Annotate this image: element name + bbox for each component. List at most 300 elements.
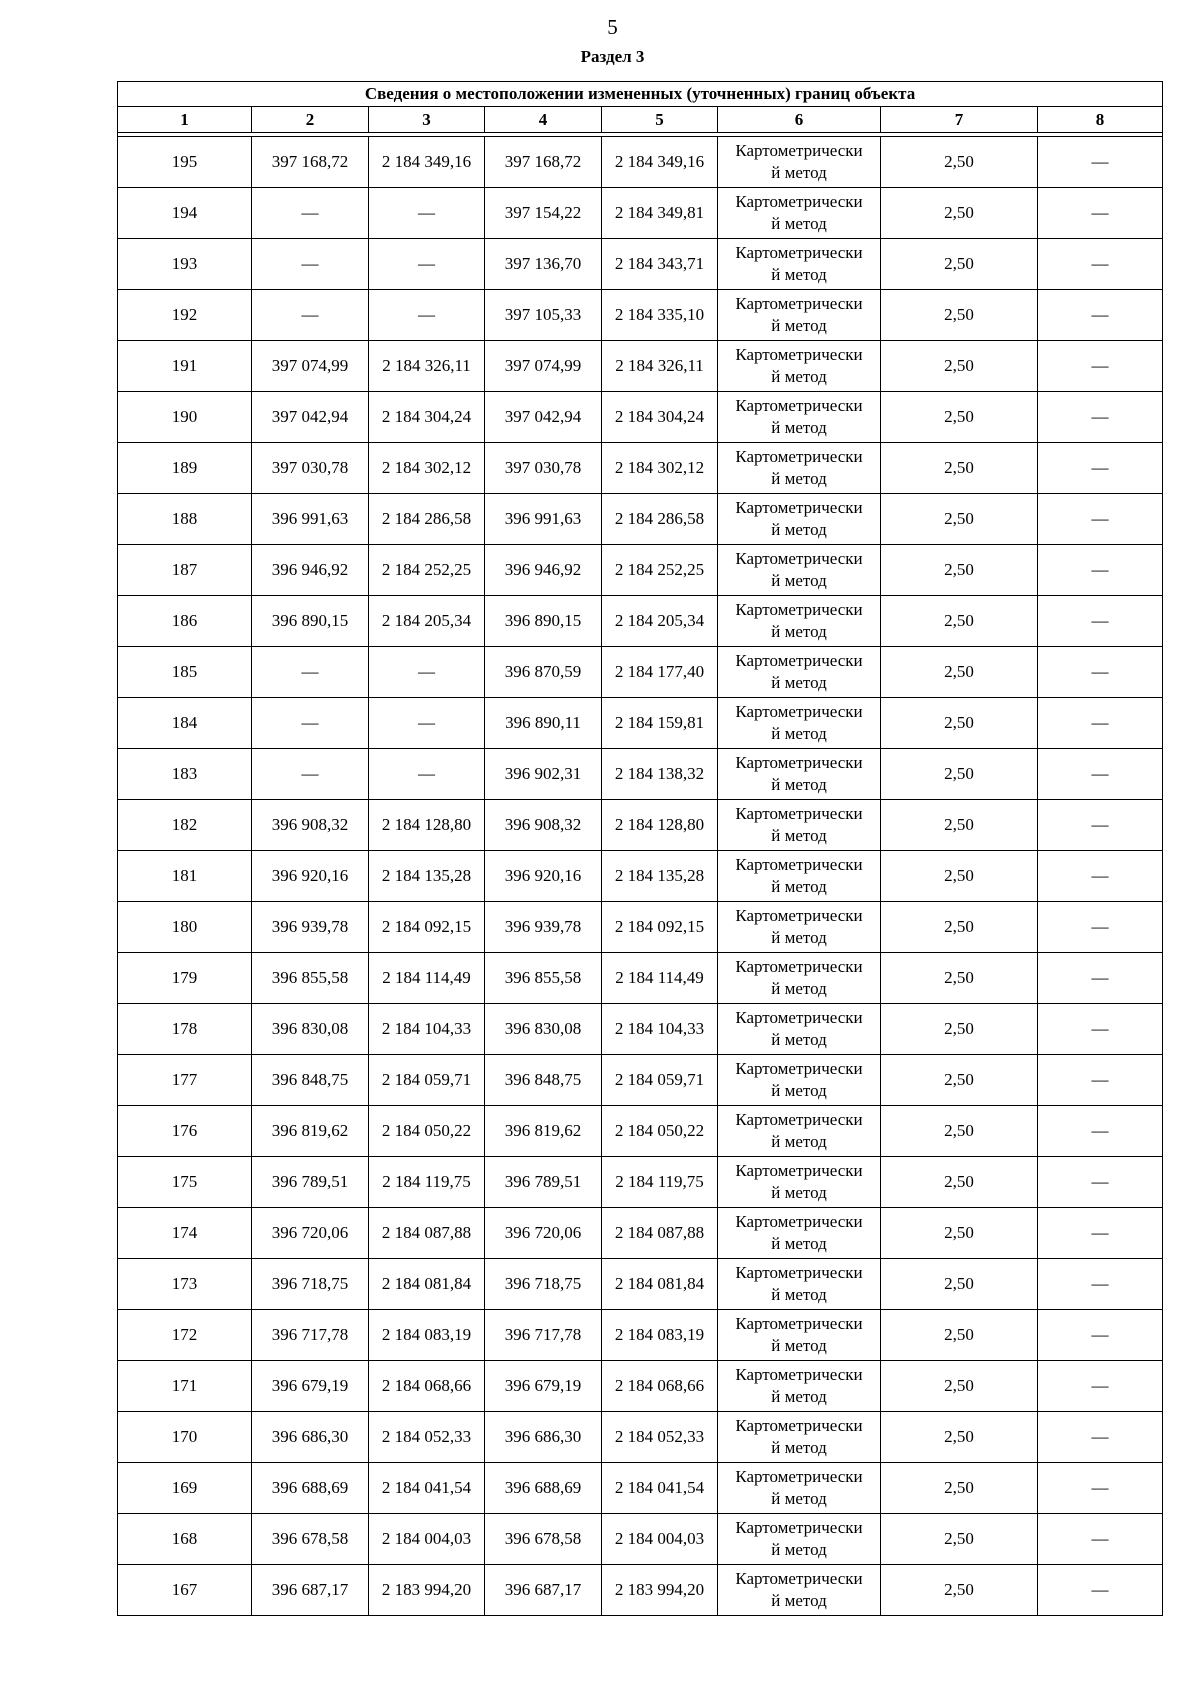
note-cell: —	[1038, 494, 1163, 545]
method-text-line: Картометрически	[735, 1059, 863, 1078]
column-number: 6	[718, 107, 881, 133]
point-number-cell: 177	[118, 1055, 252, 1106]
point-number-cell: 167	[118, 1565, 252, 1616]
table-body	[118, 137, 1163, 1616]
existing-y-cell: —	[369, 647, 485, 698]
column-number: 7	[881, 107, 1038, 133]
method-cell	[718, 800, 881, 851]
refined-y-cell: 2 184 041,54	[602, 1463, 718, 1514]
refined-y-cell: 2 184 326,11	[602, 341, 718, 392]
accuracy-cell: 2,50	[881, 545, 1038, 596]
refined-x-cell: 396 890,11	[485, 698, 602, 749]
method-text-line: Картометрически	[735, 855, 863, 874]
existing-x-cell: —	[252, 290, 369, 341]
method-text-line: Картометрически	[735, 1518, 863, 1537]
existing-y-cell: 2 184 304,24	[369, 392, 485, 443]
refined-y-cell: 2 184 135,28	[602, 851, 718, 902]
note-cell: —	[1038, 953, 1163, 1004]
accuracy-cell: 2,50	[881, 443, 1038, 494]
note-cell: —	[1038, 1361, 1163, 1412]
method-text-line: й метод	[771, 1438, 827, 1457]
existing-x-cell: 396 717,78	[252, 1310, 369, 1361]
table-row	[118, 647, 1163, 698]
refined-y-cell: 2 184 252,25	[602, 545, 718, 596]
existing-y-cell: 2 184 252,25	[369, 545, 485, 596]
note-cell: —	[1038, 596, 1163, 647]
table-row	[118, 1259, 1163, 1310]
method-text-line: Картометрически	[735, 1416, 863, 1435]
point-number-cell: 174	[118, 1208, 252, 1259]
table-row	[118, 494, 1163, 545]
method-text-line: й метод	[771, 1387, 827, 1406]
method-cell	[718, 188, 881, 239]
existing-x-cell: 397 042,94	[252, 392, 369, 443]
point-number-cell: 192	[118, 290, 252, 341]
accuracy-cell: 2,50	[881, 1463, 1038, 1514]
table-row	[118, 392, 1163, 443]
accuracy-cell: 2,50	[881, 1412, 1038, 1463]
point-number-cell: 175	[118, 1157, 252, 1208]
refined-x-cell: 396 688,69	[485, 1463, 602, 1514]
refined-y-cell: 2 184 138,32	[602, 749, 718, 800]
note-cell: —	[1038, 545, 1163, 596]
note-cell: —	[1038, 851, 1163, 902]
point-number-cell: 171	[118, 1361, 252, 1412]
refined-x-cell: 396 939,78	[485, 902, 602, 953]
method-text-line: Картометрически	[735, 1314, 863, 1333]
table-row	[118, 1565, 1163, 1616]
refined-x-cell: 396 890,15	[485, 596, 602, 647]
table-row	[118, 698, 1163, 749]
table-row	[118, 1157, 1163, 1208]
table-row	[118, 545, 1163, 596]
method-cell	[718, 1412, 881, 1463]
method-text-line: Картометрически	[735, 1008, 863, 1027]
method-text-line: й метод	[771, 265, 827, 284]
column-number-row	[118, 107, 1163, 133]
note-cell: —	[1038, 902, 1163, 953]
existing-x-cell: 396 908,32	[252, 800, 369, 851]
refined-x-cell: 396 830,08	[485, 1004, 602, 1055]
table-row	[118, 1208, 1163, 1259]
method-text-line: й метод	[771, 1540, 827, 1559]
note-cell: —	[1038, 1208, 1163, 1259]
existing-x-cell: 396 991,63	[252, 494, 369, 545]
method-cell	[718, 1361, 881, 1412]
table-row	[118, 800, 1163, 851]
note-cell: —	[1038, 1565, 1163, 1616]
method-text-line: Картометрически	[735, 600, 863, 619]
point-number-cell: 176	[118, 1106, 252, 1157]
table-row	[118, 902, 1163, 953]
refined-y-cell: 2 184 343,71	[602, 239, 718, 290]
existing-y-cell: 2 184 104,33	[369, 1004, 485, 1055]
point-number-cell: 186	[118, 596, 252, 647]
section-title: Раздел 3	[580, 47, 645, 66]
refined-x-cell: 396 848,75	[485, 1055, 602, 1106]
table-row	[118, 1412, 1163, 1463]
point-number-cell: 173	[118, 1259, 252, 1310]
method-text-line: Картометрически	[735, 1467, 863, 1486]
accuracy-cell: 2,50	[881, 953, 1038, 1004]
method-cell	[718, 1259, 881, 1310]
method-text-line: й метод	[771, 214, 827, 233]
table-row	[118, 1106, 1163, 1157]
refined-y-cell: 2 184 092,15	[602, 902, 718, 953]
method-text-line: й метод	[771, 418, 827, 437]
point-number-cell: 178	[118, 1004, 252, 1055]
existing-y-cell: 2 184 114,49	[369, 953, 485, 1004]
table-row	[118, 1361, 1163, 1412]
refined-y-cell: 2 184 059,71	[602, 1055, 718, 1106]
existing-y-cell: 2 184 059,71	[369, 1055, 485, 1106]
note-cell: —	[1038, 1157, 1163, 1208]
point-number-cell: 183	[118, 749, 252, 800]
existing-y-cell: —	[369, 239, 485, 290]
method-cell	[718, 341, 881, 392]
existing-y-cell: 2 184 041,54	[369, 1463, 485, 1514]
method-text-line: й метод	[771, 724, 827, 743]
table-row	[118, 1463, 1163, 1514]
existing-x-cell: 396 939,78	[252, 902, 369, 953]
method-text-line: й метод	[771, 877, 827, 896]
table-row	[118, 188, 1163, 239]
column-number: 4	[485, 107, 602, 133]
note-cell: —	[1038, 1514, 1163, 1565]
existing-x-cell: 396 946,92	[252, 545, 369, 596]
method-text-line: Картометрически	[735, 1263, 863, 1282]
method-text-line: Картометрически	[735, 141, 863, 160]
page-number: 5	[607, 15, 618, 39]
existing-y-cell: —	[369, 749, 485, 800]
existing-y-cell: 2 184 135,28	[369, 851, 485, 902]
method-text-line: й метод	[771, 622, 827, 641]
method-text-line: Картометрически	[735, 1365, 863, 1384]
existing-x-cell: 396 720,06	[252, 1208, 369, 1259]
column-number: 1	[118, 107, 252, 133]
accuracy-cell: 2,50	[881, 188, 1038, 239]
existing-y-cell: 2 183 994,20	[369, 1565, 485, 1616]
method-cell	[718, 1565, 881, 1616]
refined-x-cell: 397 042,94	[485, 392, 602, 443]
existing-y-cell: —	[369, 290, 485, 341]
method-text-line: й метод	[771, 1081, 827, 1100]
method-cell	[718, 1208, 881, 1259]
point-number-cell: 170	[118, 1412, 252, 1463]
point-number-cell: 179	[118, 953, 252, 1004]
existing-y-cell: 2 184 286,58	[369, 494, 485, 545]
existing-y-cell: 2 184 349,16	[369, 137, 485, 188]
table-row	[118, 290, 1163, 341]
method-text-line: Картометрически	[735, 447, 863, 466]
refined-y-cell: 2 184 335,10	[602, 290, 718, 341]
note-cell: —	[1038, 749, 1163, 800]
table-row	[118, 137, 1163, 188]
existing-y-cell: —	[369, 188, 485, 239]
note-cell: —	[1038, 239, 1163, 290]
existing-x-cell: —	[252, 698, 369, 749]
existing-x-cell: 396 679,19	[252, 1361, 369, 1412]
table-row	[118, 1310, 1163, 1361]
accuracy-cell: 2,50	[881, 494, 1038, 545]
existing-y-cell: 2 184 052,33	[369, 1412, 485, 1463]
note-cell: —	[1038, 290, 1163, 341]
method-text-line: й метод	[771, 826, 827, 845]
method-text-line: й метод	[771, 1030, 827, 1049]
existing-y-cell: 2 184 081,84	[369, 1259, 485, 1310]
method-text-line: й метод	[771, 163, 827, 182]
point-number-cell: 194	[118, 188, 252, 239]
note-cell: —	[1038, 443, 1163, 494]
refined-y-cell: 2 184 104,33	[602, 1004, 718, 1055]
note-cell: —	[1038, 800, 1163, 851]
accuracy-cell: 2,50	[881, 1361, 1038, 1412]
note-cell: —	[1038, 341, 1163, 392]
method-text-line: й метод	[771, 928, 827, 947]
refined-y-cell: 2 184 050,22	[602, 1106, 718, 1157]
column-number: 5	[602, 107, 718, 133]
table-row	[118, 1055, 1163, 1106]
method-cell	[718, 698, 881, 749]
table-row	[118, 851, 1163, 902]
column-number: 8	[1038, 107, 1163, 133]
existing-x-cell: 396 688,69	[252, 1463, 369, 1514]
method-cell	[718, 1463, 881, 1514]
refined-x-cell: 396 718,75	[485, 1259, 602, 1310]
existing-x-cell: 396 890,15	[252, 596, 369, 647]
point-number-cell: 184	[118, 698, 252, 749]
method-text-line: Картометрически	[735, 804, 863, 823]
refined-x-cell: 396 686,30	[485, 1412, 602, 1463]
method-cell	[718, 443, 881, 494]
method-cell	[718, 749, 881, 800]
method-cell	[718, 953, 881, 1004]
table-row	[118, 239, 1163, 290]
table-row	[118, 596, 1163, 647]
existing-y-cell: 2 184 068,66	[369, 1361, 485, 1412]
refined-y-cell: 2 184 159,81	[602, 698, 718, 749]
point-number-cell: 188	[118, 494, 252, 545]
refined-y-cell: 2 184 304,24	[602, 392, 718, 443]
accuracy-cell: 2,50	[881, 902, 1038, 953]
refined-x-cell: 396 687,17	[485, 1565, 602, 1616]
boundary-coordinates-table	[117, 81, 1163, 1616]
refined-y-cell: 2 184 083,19	[602, 1310, 718, 1361]
note-cell: —	[1038, 698, 1163, 749]
note-cell: —	[1038, 1259, 1163, 1310]
method-text-line: й метод	[771, 571, 827, 590]
note-cell: —	[1038, 188, 1163, 239]
refined-x-cell: 397 168,72	[485, 137, 602, 188]
accuracy-cell: 2,50	[881, 749, 1038, 800]
existing-x-cell: 396 718,75	[252, 1259, 369, 1310]
refined-x-cell: 396 789,51	[485, 1157, 602, 1208]
accuracy-cell: 2,50	[881, 1157, 1038, 1208]
point-number-cell: 180	[118, 902, 252, 953]
existing-x-cell: 396 855,58	[252, 953, 369, 1004]
note-cell: —	[1038, 137, 1163, 188]
accuracy-cell: 2,50	[881, 239, 1038, 290]
method-cell	[718, 1514, 881, 1565]
accuracy-cell: 2,50	[881, 1004, 1038, 1055]
method-cell	[718, 596, 881, 647]
existing-x-cell: 396 686,30	[252, 1412, 369, 1463]
existing-y-cell: 2 184 302,12	[369, 443, 485, 494]
note-cell: —	[1038, 1004, 1163, 1055]
table-row	[118, 953, 1163, 1004]
method-cell	[718, 1055, 881, 1106]
method-text-line: й метод	[771, 1234, 827, 1253]
method-cell	[718, 137, 881, 188]
table-row	[118, 443, 1163, 494]
refined-y-cell: 2 184 205,34	[602, 596, 718, 647]
method-cell	[718, 239, 881, 290]
refined-x-cell: 396 819,62	[485, 1106, 602, 1157]
existing-x-cell: —	[252, 188, 369, 239]
refined-x-cell: 396 902,31	[485, 749, 602, 800]
accuracy-cell: 2,50	[881, 800, 1038, 851]
note-cell: —	[1038, 647, 1163, 698]
existing-y-cell: 2 184 092,15	[369, 902, 485, 953]
existing-y-cell: 2 184 205,34	[369, 596, 485, 647]
point-number-cell: 195	[118, 137, 252, 188]
refined-x-cell: 396 679,19	[485, 1361, 602, 1412]
existing-x-cell: 396 848,75	[252, 1055, 369, 1106]
existing-x-cell: 396 678,58	[252, 1514, 369, 1565]
method-text-line: Картометрически	[735, 549, 863, 568]
column-number: 2	[252, 107, 369, 133]
method-text-line: й метод	[771, 367, 827, 386]
table-row	[118, 341, 1163, 392]
existing-x-cell: 397 074,99	[252, 341, 369, 392]
method-cell	[718, 647, 881, 698]
refined-y-cell: 2 184 081,84	[602, 1259, 718, 1310]
note-cell: —	[1038, 1412, 1163, 1463]
note-cell: —	[1038, 392, 1163, 443]
existing-x-cell: 396 830,08	[252, 1004, 369, 1055]
refined-x-cell: 397 154,22	[485, 188, 602, 239]
method-text-line: й метод	[771, 1183, 827, 1202]
existing-y-cell: 2 184 050,22	[369, 1106, 485, 1157]
accuracy-cell: 2,50	[881, 1259, 1038, 1310]
method-text-line: й метод	[771, 316, 827, 335]
refined-y-cell: 2 183 994,20	[602, 1565, 718, 1616]
point-number-cell: 187	[118, 545, 252, 596]
method-cell	[718, 1106, 881, 1157]
method-cell	[718, 902, 881, 953]
method-text-line: Картометрически	[735, 396, 863, 415]
method-text-line: Картометрически	[735, 498, 863, 517]
table-row	[118, 1004, 1163, 1055]
method-text-line: й метод	[771, 1132, 827, 1151]
point-number-cell: 190	[118, 392, 252, 443]
note-cell: —	[1038, 1310, 1163, 1361]
existing-y-cell: 2 184 128,80	[369, 800, 485, 851]
point-number-cell: 181	[118, 851, 252, 902]
existing-x-cell: —	[252, 749, 369, 800]
refined-x-cell: 396 991,63	[485, 494, 602, 545]
existing-x-cell: 397 168,72	[252, 137, 369, 188]
refined-x-cell: 397 136,70	[485, 239, 602, 290]
point-number-cell: 182	[118, 800, 252, 851]
point-number-cell: 191	[118, 341, 252, 392]
refined-y-cell: 2 184 087,88	[602, 1208, 718, 1259]
accuracy-cell: 2,50	[881, 851, 1038, 902]
method-text-line: й метод	[771, 1591, 827, 1610]
table-row	[118, 1514, 1163, 1565]
refined-y-cell: 2 184 068,66	[602, 1361, 718, 1412]
refined-y-cell: 2 184 349,16	[602, 137, 718, 188]
accuracy-cell: 2,50	[881, 1208, 1038, 1259]
existing-x-cell: 396 819,62	[252, 1106, 369, 1157]
method-text-line: й метод	[771, 1285, 827, 1304]
table-row	[118, 749, 1163, 800]
point-number-cell: 172	[118, 1310, 252, 1361]
method-text-line: Картометрически	[735, 702, 863, 721]
method-cell	[718, 1157, 881, 1208]
column-number: 3	[369, 107, 485, 133]
method-text-line: Картометрически	[735, 345, 863, 364]
method-text-line: Картометрически	[735, 651, 863, 670]
method-text-line: й метод	[771, 775, 827, 794]
refined-x-cell: 397 074,99	[485, 341, 602, 392]
refined-x-cell: 396 855,58	[485, 953, 602, 1004]
existing-x-cell: 396 920,16	[252, 851, 369, 902]
method-text-line: й метод	[771, 469, 827, 488]
refined-x-cell: 396 908,32	[485, 800, 602, 851]
existing-x-cell: —	[252, 647, 369, 698]
point-number-cell: 189	[118, 443, 252, 494]
method-text-line: й метод	[771, 520, 827, 539]
point-number-cell: 169	[118, 1463, 252, 1514]
refined-y-cell: 2 184 119,75	[602, 1157, 718, 1208]
refined-x-cell: 396 946,92	[485, 545, 602, 596]
method-text-line: й метод	[771, 673, 827, 692]
table-caption: Сведения о местоположении измененных (уточненных) границ объекта	[118, 82, 1163, 107]
method-text-line: й метод	[771, 1489, 827, 1508]
accuracy-cell: 2,50	[881, 647, 1038, 698]
method-text-line: й метод	[771, 1336, 827, 1355]
existing-y-cell: —	[369, 698, 485, 749]
method-text-line: Картометрически	[735, 192, 863, 211]
existing-y-cell: 2 184 083,19	[369, 1310, 485, 1361]
method-cell	[718, 392, 881, 443]
point-number-cell: 168	[118, 1514, 252, 1565]
note-cell: —	[1038, 1463, 1163, 1514]
accuracy-cell: 2,50	[881, 392, 1038, 443]
method-cell	[718, 545, 881, 596]
refined-x-cell: 396 920,16	[485, 851, 602, 902]
method-text-line: Картометрически	[735, 294, 863, 313]
method-cell	[718, 494, 881, 545]
method-text-line: Картометрически	[735, 1569, 863, 1588]
refined-y-cell: 2 184 052,33	[602, 1412, 718, 1463]
note-cell: —	[1038, 1055, 1163, 1106]
refined-x-cell: 397 030,78	[485, 443, 602, 494]
refined-x-cell: 396 870,59	[485, 647, 602, 698]
refined-x-cell: 397 105,33	[485, 290, 602, 341]
refined-y-cell: 2 184 302,12	[602, 443, 718, 494]
existing-x-cell: 397 030,78	[252, 443, 369, 494]
refined-y-cell: 2 184 177,40	[602, 647, 718, 698]
refined-y-cell: 2 184 349,81	[602, 188, 718, 239]
method-cell	[718, 290, 881, 341]
existing-y-cell: 2 184 004,03	[369, 1514, 485, 1565]
accuracy-cell: 2,50	[881, 1310, 1038, 1361]
refined-y-cell: 2 184 004,03	[602, 1514, 718, 1565]
existing-y-cell: 2 184 119,75	[369, 1157, 485, 1208]
existing-x-cell: 396 687,17	[252, 1565, 369, 1616]
